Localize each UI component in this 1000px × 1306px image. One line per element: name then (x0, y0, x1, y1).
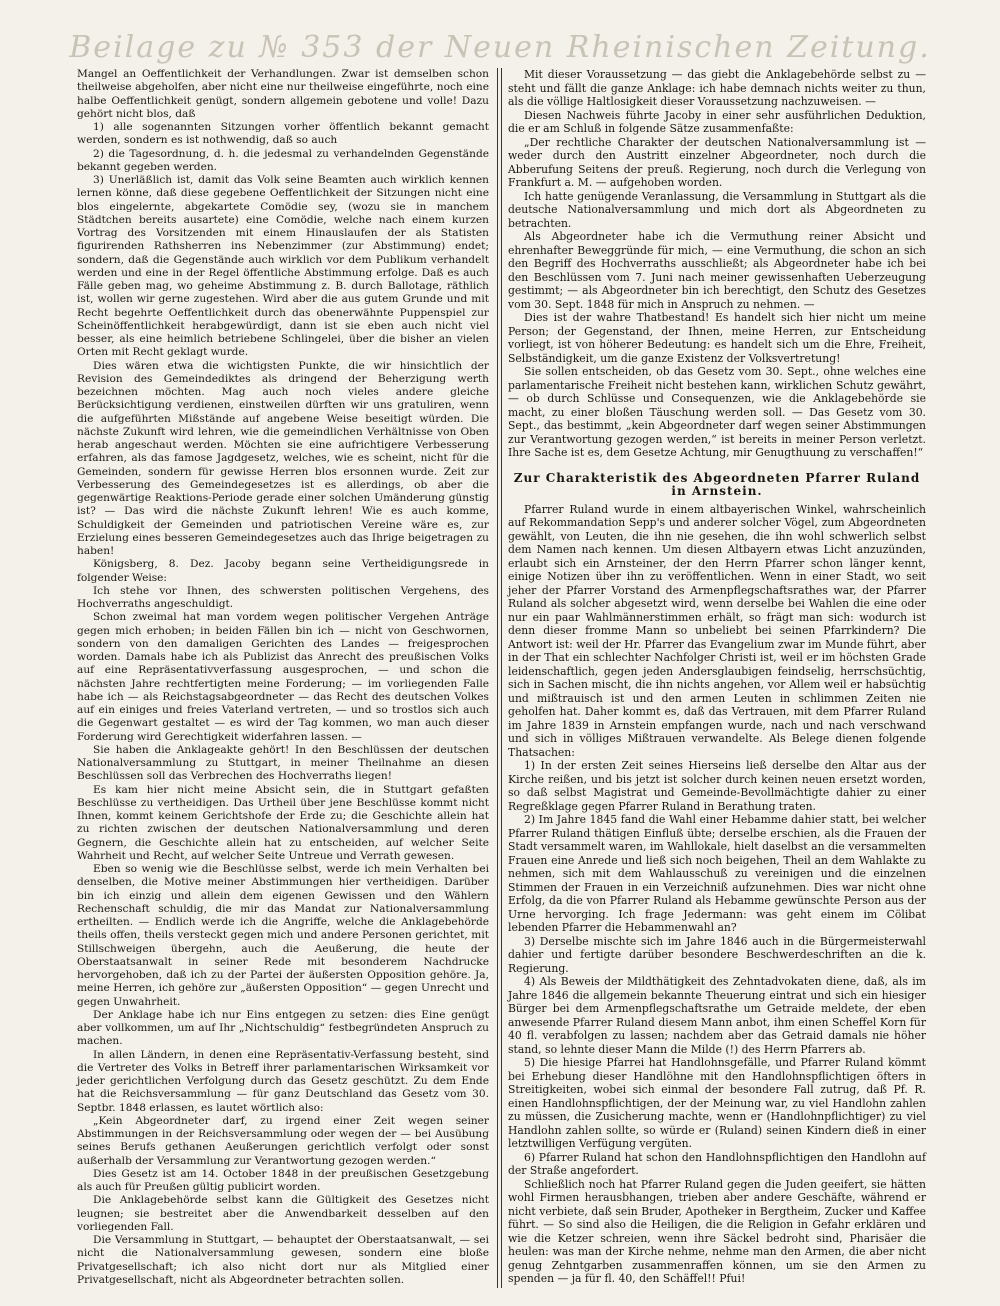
left-column (77, 68, 489, 1287)
paragraph: Dies ist der wahre Thatbestand! Es handelt sich hier nicht um meine Person; der Gegenstand, der Ihnen, meine Herren, zur Entscheidung vorliegt, ist von höherer Bedeutung: es handelt sich um die Ehre, Freiheit, Selbständigkeit, um die ganze Existenz der Volksvertretung! (508, 311, 926, 365)
paragraph: 3) Unerläßlich ist, damit das Volk seine Beamten auch wirklich kennen lernen könne, daß diese gegebene Oeffentlichkeit der Sitzungen nicht eine blos eingelernte, abgekartete Comödie sey, (wozu sie in manchem Städtchen bereits ausartete) eine Comödie, welche nach einem kurzen Vortrag des Vorsitzenden mit einem Hinauslaufen der als Statisten figurirenden Rathsherren ins Nebenzimmer (zur Abstimmung) endet; sondern, daß die Gegenstände auch wirklich vor dem Publikum verhandelt werden und eine in der Regel öffentliche Abstimmung erfolge. Daß es auch Fälle geben mag, wo geheime Abstimmung z. B. durch Ballotage, räthlich ist, wollen wir gerne zugestehen. Wird aber die aus gutem Grunde und mit Recht begehrte Oeffentlichkeit durch das obenerwähnte Puppenspiel zur Scheinöffentlichkeit herabgewürdigt, dann ist sie eben auch nicht viel besser, als eine heimlich betriebene Schlingelei, über die bisher an vielen Orten mit Recht geklagt wurde. (77, 174, 489, 359)
column-divider (497, 68, 502, 1288)
paragraph: Sie haben die Anklageakte gehört! In den Beschlüssen der deutschen Nationalversammlung zu Stuttgart, in meiner Theilnahme an diesen Beschlüssen soll das Verbrechen des Hochverraths liegen! (77, 743, 489, 783)
right-column (508, 68, 926, 1286)
paragraph: Sie sollen entscheiden, ob das Gesetz vom 30. Sept., ohne welches eine parlamentarische Freiheit nicht bestehen kann, wirklichen Schutz gewährt, — ob durch Schlüsse und Consequenzen, wie die Anklagebehörde sie macht, zu einer bloßen Täuschung werden soll. — Das Gesetz vom 30. Sept., das bestimmt, „kein Abgeordneter darf wegen seiner Abstimmungen zur Verantwortung gezogen werden,“ ist bereits in meiner Person verletzt. Ihre Sache ist es, dem Gesetze Achtung, mir Genugthuung zu verschaffen!“ (508, 365, 926, 459)
paragraph: Ich hatte genügende Veranlassung, die Versammlung in Stuttgart als die deutsche Nationalversammlung und mich dort als Abgeordneten zu betrachten. (508, 189, 926, 230)
paragraph: Die Anklagebehörde selbst kann die Gültigkeit des Gesetzes nicht leugnen; sie bestreitet aber die Anwendbarkeit desselben auf den vorliegenden Fall. (77, 1194, 489, 1233)
paragraph: Mit dieser Voraussetzung — das giebt die Anklagebehörde selbst zu — steht und fällt die ganze Anklage: ich habe demnach nichts weiter zu thun, als die völlige Haltlosigkeit dieser Voraussetzung nachzuweisen. — (508, 68, 926, 108)
paragraph: 1) alle sogenannten Sitzungen vorher öffentlich bekannt gemacht werden, sondern es ist nothwendig, daß so auch (77, 121, 489, 147)
masthead-bleedthrough: Beilage zu № 353 der Neuen Rheinischen Zeitung. (69, 30, 931, 65)
list-item: 6) Pfarrer Ruland hat schon den Handlohnspflichtigen den Handlohn auf der Straße angefordert. (508, 1150, 926, 1177)
paragraph: Als Abgeordneter habe ich die Vermuthung reiner Absicht und ehrenhafter Beweggründe für mich, — eine Vermuthung, die schon an sich den Begriff des Hochverraths ausschließt; als Abgeordneter habe ich bei den Beschlüssen vom 7. Juni nach meiner gewissenhaften Ueberzeugung gestimmt; — als Abgeordneter bin ich berechtigt, den Schutz des Gesetzes vom 30. Sept. 1848 für mich in Anspruch zu nehmen. — (508, 230, 926, 311)
paragraph: Schließlich noch hat Pfarrer Ruland gegen die Juden geeifert, sie hätten wohl Firmen herausbhangen, trieben aber andere Geschäfte, während er nicht verbiete, daß sein Bruder, Apotheker in Bergtheim, Zucker und Kaffee führt. — So sind also die Heiligen, die die Religion in Gefahr erklären und wie die Ketzer schreien, wenn ihre Säckel bedroht sind, Pharisäer die heulen: was man der Kirche nehme, nehme man den Armen, die aber nicht genug Zehntgarben zusammenraffen können, um sie den Armen zu spenden — ja für fl. 40, den Schäffel!! Pfui! (508, 1177, 926, 1285)
paragraph: Es kam hier nicht meine Absicht sein, die in Stuttgart gefaßten Beschlüsse zu vertheidigen. Das Urtheil über jene Beschlüsse kommt nicht Ihnen, kommt keinem Gerichtshofe der Erde zu; die Geschichte allein hat zu richten zwischen der deutschen Nationalversammlung und deren Gegnern, die Geschichte allein hat zu entscheiden, auf welcher Seite Wahrheit und Recht, auf welcher Seite Untreue und Verrath gewesen. (77, 783, 489, 862)
quote-paragraph: „Kein Abgeordneter darf, zu irgend einer Zeit wegen seiner Abstimmungen in der Reichsversammlung oder wegen der — bei Ausübung seines Berufs gethanen Aeußerungen gerichtlich verfolgt oder sonst außerhalb der Versammlung zur Verantwortung gezogen werden.“ (77, 1114, 489, 1167)
paragraph: Der Anklage habe ich nur Eins entgegen zu setzen: dies Eine genügt aber vollkommen, um auf Ihr „Nichtschuldig“ festbegründeten Anspruch zu machen. (77, 1008, 489, 1048)
list-item: 4) Als Beweis der Mildthätigkeit des Zehntadvokaten diene, daß, als im Jahre 1846 die allgemein bekannte Theuerung eintrat und sich ein hiesiger Bürger bei dem Armenpflegschaftsrathe um Getraide meldete, der eben anwesende Pfarrer Ruland diesem Mann anbot, ihm einen Scheffel Korn für 40 fl. verabfolgen zu lassen; nachdem aber das Getraid damals nie höher stand, so lehnte dieser Mann die Milde (!) des Herrn Pfarrers ab. (508, 975, 926, 1056)
dateline-paragraph: Königsberg, 8. Dez. Jacoby begann seine Vertheidigungsrede in folgender Weise: (77, 558, 489, 584)
list-item: 2) Im Jahre 1845 fand die Wahl einer Hebamme dahier statt, bei welcher Pfarrer Ruland thätigen Einfluß übte; derselbe erschien, als die Frauen der Stadt versammelt waren, im Wahllokale, hielt daselbst an die versammelten Frauen eine Anrede und ließ sich noch beigehen, Theil an dem Wahlakte zu nehmen, sich mit dem Wahlausschuß zu vereinigen und die einzelnen Stimmen der Frauen in ein Verzeichniß aufzunehmen. Dies war nicht ohne Erfolg, da die von Pfarrer Ruland als Hebamme gewünschte Person aus der Urne hervorging. Ich frage Jedermann: was geht einem im Cölibat lebenden Pfarrer die Hebammenwahl an? (508, 813, 926, 934)
paragraph: In allen Ländern, in denen eine Repräsentativ-Verfassung besteht, sind die Vertreter des Volks in Betreff ihrer parlamentarischen Wirksamkeit vor jeder gerichtlichen Verfolgung durch das Gesetz geschützt. Zu dem Ende hat die Reichsversammlung — für ganz Deutschland das Gesetz vom 30. Septbr. 1848 erlassen, es lautet wörtlich also: (77, 1048, 489, 1114)
list-item: 5) Die hiesige Pfarrei hat Handlohnsgefälle, und Pfarrer Ruland kömmt bei Erhebung dieser Handlöhne mit den Handlohnspflichtigen öfters in Streitigkeiten, wobei sich einmal der besondere Fall zutrug, daß Pf. R. einen Handlohnspflichtigen, der der Meinung war, zu viel Handlohn zahlen zu müssen, die Zusicherung machte, wenn er (Handlohnpflichtiger) zu viel Handlohn zahlen sollte, so würde er (Ruland) seinen Kindern dieß in einer letztwilligen Verfügung vergüten. (508, 1056, 926, 1150)
list-item: 1) In der ersten Zeit seines Hierseins ließ derselbe den Altar aus der Kirche reißen, und bis jetzt ist solcher durch keinen neuen ersetzt worden, so daß selbst Magistrat und Gemeinde-Bevollmächtigte dahier zu einer Regreßklage gegen Pfarrer Ruland in Berathung traten. (508, 759, 926, 813)
quote-paragraph: „Der rechtliche Charakter der deutschen Nationalversammlung ist — weder durch den Austritt einzelner Abgeordneter, noch durch die Abberufung Seitens der preuß. Regierung, noch durch die Verlegung von Frankfurt a. M. — aufgehoben worden. (508, 135, 926, 189)
paragraph: Ich stehe vor Ihnen, des schwersten politischen Vergehens, des Hochverraths angeschuldigt. (77, 584, 489, 610)
paragraph: Dies wären etwa die wichtigsten Punkte, die wir hinsichtlich der Revision des Gemeindediktes als dringend der Beherzigung werth bezeichnen möchten. Mag auch noch vieles andere gleiche Berücksichtigung verdienen, einstweilen dürften wir uns gratuliren, wenn die aufgeführten Mißstände auf angebene Weise beseitigt würden. Die nächste Zukunft wird lehren, wie die gemeindlichen Verhältnisse von Oben herab angeschaut werden. Möchten sie eine aufrichtigere Verbesserung erfahren, als das famose Jagdgesetz, welches, wie es scheint, nicht für die Gemeinden, sondern für gewisse Herren blos ersonnen wurde. Zeit zur Verbesserung des Gemeindegesetzes ist es allerdings, ob aber die gegenwärtige Reaktions-Periode gerade einer solchen Umänderung günstig ist? — Das wird die nächste Zukunft lehren! Wie es auch komme, Schuldigkeit der Gemeinden und patriotischen Vereine wäre es, zur Erzielung eines besseren Gemeindegesetzes auch das Ihrige beigetragen zu haben! (77, 359, 489, 557)
paragraph: Eben so wenig wie die Beschlüsse selbst, werde ich mein Verhalten bei denselben, die Motive meiner Abstimmungen hier vertheidigen. Darüber bin ich einzig und allein dem eigenen Gewissen und den Wählern Rechenschaft schuldig, die mir das Mandat zur Nationalversammlung ertheilten. — Endlich werde ich die Angriffe, welche die Anklagebehörde theils offen, theils versteckt gegen mich und andere Personen gerichtet, mit Stillschweigen übergehn, auch die Aeußerung, die heute der Oberstaatsanwalt in seiner Rede mit besonderem Nachdrucke hervorgehoben, daß ich zu der Partei der äußersten Opposition gehöre. Ja, meine Herren, ich gehöre zur „äußersten Opposition“ — gegen Unrecht und gegen Unwahrheit. (77, 863, 489, 1008)
paragraph: 2) die Tagesordnung, d. h. die jedesmal zu verhandelnden Gegenstände bekannt gegeben werden. (77, 147, 489, 173)
paragraph: Pfarrer Ruland wurde in einem altbayerischen Winkel, wahrscheinlich auf Rekommandation Sepp's und anderer solcher Vögel, zum Abgeordneten gewählt, von Leuten, die ihn nie gesehen, die ihn wohl schwerlich selbst dem Namen nach kennen. Um diesen Altbayern etwas Licht anzuzünden, erlaubt sich ein Arnsteiner, der den Herrn Pfarrer schon länger kennt, einige Notizen über ihn zu veröffentlichen. Wenn in einer Stadt, wo seit jeher der Pfarrer Vorstand des Armenpflegschaftsrathes war, der Pfarrer Ruland als solcher abgesetzt wird, wenn derselbe bei Wahlen die eine oder nur ein paar Wahlmännerstimmen erhält, so frägt man sich: wodurch ist denn dieser fromme Mann so unbeliebt bei seinen Pfarrkindern? Die Antwort ist: weil der Hr. Pfarrer das Evangelium zwar im Munde führt, aber in der That ein schlechter Nachfolger Christi ist, weil er im höchsten Grade leidenschaftlich, gegen jeden Andersglaubigen feindselig, herrschsüchtig, sich in Sachen mischt, die ihn nichts angehen, vor Allem weil er habsüchtig und mißtrauisch ist und den armen Leuten in schlimmen Zeiten nie geholfen hat. Daher kommt es, daß das Vertrauen, mit dem Pfarrer Ruland im Jahre 1839 in Arnstein empfangen wurde, nach und nach verschwand und sich in völliges Mißtrauen verwandelte. Als Belege dienen folgende Thatsachen: (508, 502, 926, 759)
paragraph: Mangel an Oeffentlichkeit der Verhandlungen. Zwar ist demselben schon theilweise abgeholfen, aber nicht eine nur theilweise eingeführte, noch eine halbe Oeffentlichkeit genügt, sondern allgemein gebotene und volle! Dazu gehört nicht blos, daß (77, 68, 489, 120)
paragraph: Schon zweimal hat man vordem wegen politischer Vergehen Anträge gegen mich erhoben; in beiden Fällen bin ich — nicht von Geschwornen, sondern von den damaligen Gerichten des Landes — freigesprochen worden. Damals habe ich als Publizist das Anrecht des preußischen Volks auf eine Repräsentativverfassung ausgesprochen, — und schon die nächsten Jahre rechtfertigten meine Forderung; — im vorliegenden Falle habe ich — als Reichstagsabgeordneter — das Recht des deutschen Volkes auf ein einiges und freies Vaterland vertreten, — und so trostlos sich auch die Gegenwart gestaltet — es wird der Tag kommen, wo man auch dieser Forderung wird Gerechtigkeit widerfahren lassen. — (77, 611, 489, 743)
section-title: Zur Charakteristik des Abgeordneten Pfarrer Ruland in Arnstein. (513, 470, 921, 498)
paragraph: Dies Gesetz ist am 14. October 1848 in der preußischen Gesetzgebung als auch für Preußen gültig publicirt worden. (77, 1167, 489, 1193)
paragraph: Die Versammlung in Stuttgart, — behauptet der Oberstaatsanwalt, — sei nicht die Nationalversammlung gewesen, sondern eine bloße Privatgesellschaft; ich also nicht dort nur als Mitglied einer Privatgesellschaft, nicht als Abgeordneter betrachten sollen. (77, 1234, 489, 1286)
list-item: 3) Derselbe mischte sich im Jahre 1846 auch in die Bürgermeisterwahl dahier und fertigte darüber besondere Beschwerdeschriften an die k. Regierung. (508, 934, 926, 975)
paragraph: Diesen Nachweis führte Jacoby in einer sehr ausführlichen Deduktion, die er am Schluß in folgende Sätze zusammenfaßte: (508, 108, 926, 135)
